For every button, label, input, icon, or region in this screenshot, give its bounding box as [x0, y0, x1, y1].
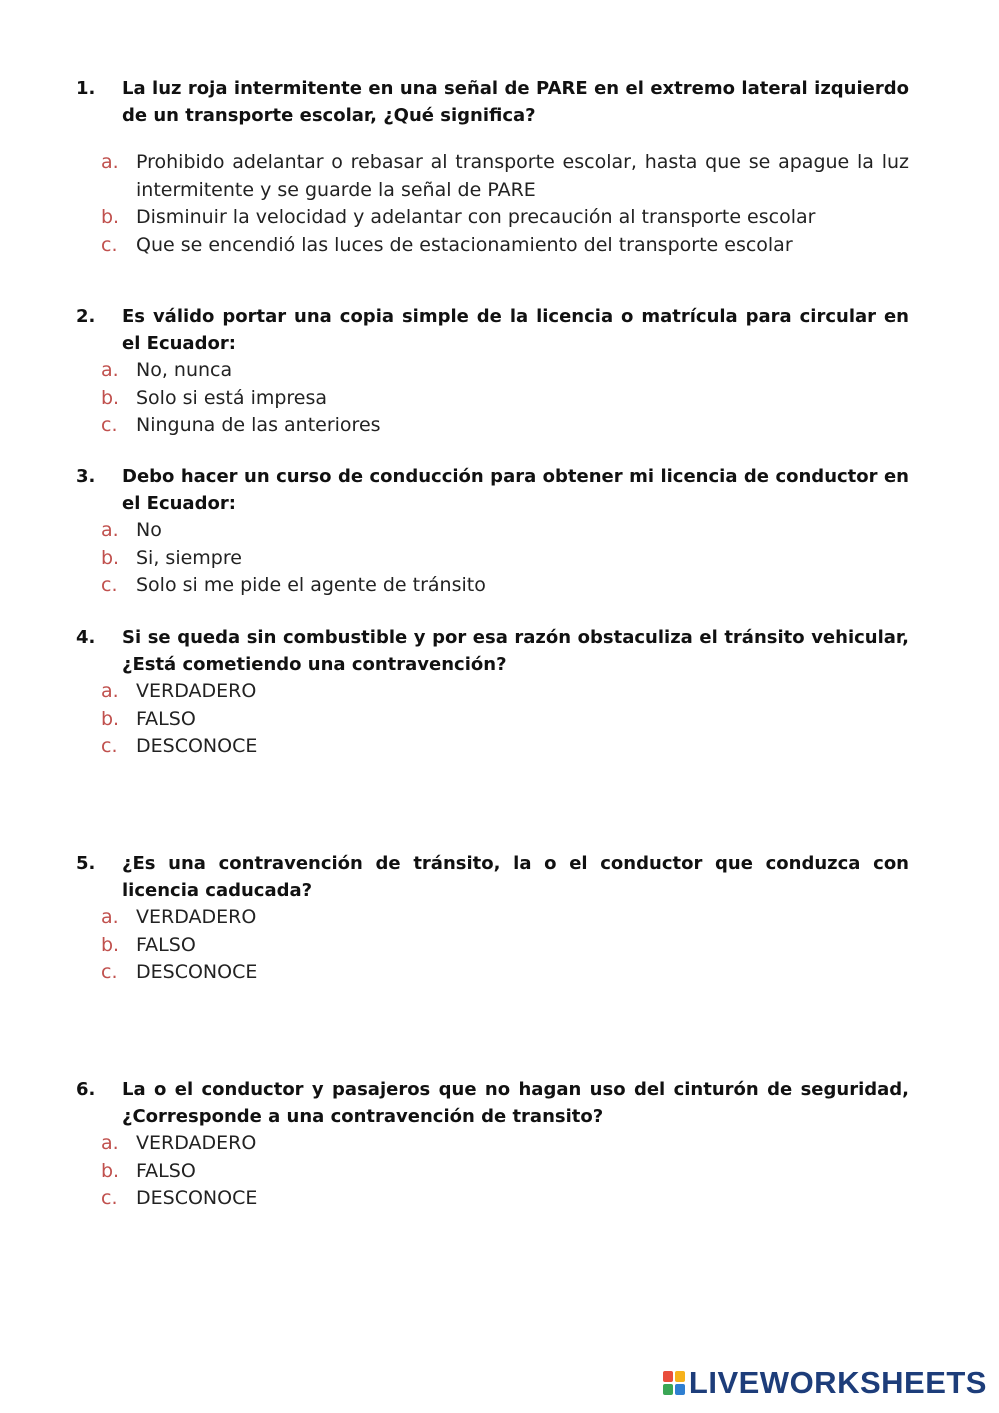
question-1	[76, 75, 909, 259]
option-text: Que se encendió las luces de estacionamiento del transporte escolar	[136, 233, 793, 256]
option-2c[interactable]	[76, 412, 909, 440]
option-letter: c.	[101, 735, 118, 757]
option-text: VERDADERO	[136, 1132, 257, 1154]
option-text: FALSO	[136, 1159, 196, 1182]
option-1c[interactable]	[76, 232, 909, 260]
option-letter: b.	[101, 1159, 120, 1182]
option-letter: c.	[101, 1187, 118, 1209]
option-1a[interactable]	[76, 149, 909, 204]
question-5-heading	[76, 850, 909, 904]
question-5	[76, 850, 909, 987]
question-3	[76, 463, 909, 600]
question-2	[76, 303, 909, 440]
question-2-heading	[76, 303, 909, 357]
option-3a[interactable]	[76, 517, 909, 545]
option-5b[interactable]	[76, 932, 909, 960]
option-text: Solo si me pide el agente de tránsito	[136, 574, 486, 596]
question-1-options	[76, 149, 909, 259]
question-6	[76, 1076, 909, 1213]
option-letter: a.	[101, 680, 119, 702]
option-text: DESCONOCE	[136, 735, 258, 757]
question-2-number: 2.	[76, 306, 96, 327]
option-5c[interactable]	[76, 959, 909, 987]
question-5-text: ¿Es una contravención de tránsito, la o el conductor que conduzca con licencia caducada?	[122, 853, 909, 901]
option-4a[interactable]	[76, 678, 909, 706]
option-2a[interactable]	[76, 357, 909, 385]
option-text: FALSO	[136, 933, 196, 956]
question-6-heading	[76, 1076, 909, 1130]
option-6a[interactable]	[76, 1130, 909, 1158]
question-5-number: 5.	[76, 853, 96, 874]
question-4-heading	[76, 624, 909, 678]
question-4-options	[76, 678, 909, 761]
option-text: DESCONOCE	[136, 1187, 258, 1209]
option-6b[interactable]	[76, 1158, 909, 1186]
question-1-number: 1.	[76, 78, 96, 99]
option-4b[interactable]	[76, 706, 909, 734]
question-4-number: 4.	[76, 627, 96, 648]
question-6-number: 6.	[76, 1079, 96, 1100]
liveworksheets-logo-icon	[663, 1371, 685, 1395]
option-letter: a.	[101, 906, 119, 928]
option-letter: b.	[101, 206, 120, 228]
brand-text: LIVEWORKSHEETS	[688, 1365, 987, 1400]
question-5-options	[76, 904, 909, 987]
option-text: VERDADERO	[136, 906, 257, 928]
option-letter: c.	[101, 414, 118, 436]
question-3-text: Debo hacer un curso de conducción para obtener mi licencia de conductor en el Ecuador:	[122, 466, 909, 514]
question-3-options	[76, 517, 909, 600]
liveworksheets-brand[interactable]	[663, 1365, 987, 1401]
question-6-options	[76, 1130, 909, 1213]
option-letter: a.	[101, 359, 119, 381]
option-letter: a.	[101, 151, 119, 173]
option-letter: b.	[101, 386, 120, 409]
question-1-heading	[76, 75, 909, 129]
option-letter: a.	[101, 519, 119, 541]
option-2b[interactable]	[76, 385, 909, 413]
option-letter: b.	[101, 546, 120, 569]
question-6-text: La o el conductor y pasajeros que no hagan uso del cinturón de seguridad, ¿Corresponde a una contravención de transito?	[122, 1079, 909, 1127]
option-1b[interactable]	[76, 204, 909, 232]
question-4-text: Si se queda sin combustible y por esa razón obstaculiza el tránsito vehicular, ¿Está cometiendo una contravención?	[122, 627, 909, 675]
question-2-options	[76, 357, 909, 440]
option-text: No	[136, 519, 162, 541]
option-text: FALSO	[136, 707, 196, 730]
question-3-number: 3.	[76, 466, 96, 487]
option-3b[interactable]	[76, 545, 909, 573]
option-text: DESCONOCE	[136, 961, 258, 983]
question-2-text: Es válido portar una copia simple de la licencia o matrícula para circular en el Ecuador:	[122, 306, 909, 354]
option-text: Disminuir la velocidad y adelantar con precaución al transporte escolar	[136, 206, 816, 228]
option-3c[interactable]	[76, 572, 909, 600]
option-letter: c.	[101, 233, 118, 256]
option-text: VERDADERO	[136, 680, 257, 702]
option-text: No, nunca	[136, 359, 233, 381]
option-letter: b.	[101, 933, 120, 956]
question-3-heading	[76, 463, 909, 517]
option-6c[interactable]	[76, 1185, 909, 1213]
question-1-text: La luz roja intermitente en una señal de PARE en el extremo lateral izquierdo de un transporte escolar, ¿Qué significa?	[122, 78, 909, 126]
question-4	[76, 624, 909, 761]
option-4c[interactable]	[76, 733, 909, 761]
option-text: Si, siempre	[136, 546, 242, 569]
option-letter: c.	[101, 574, 118, 596]
option-letter: c.	[101, 961, 118, 983]
option-letter: b.	[101, 707, 120, 730]
option-text: Prohibido adelantar o rebasar al transporte escolar, hasta que se apague la luz intermitente y se guarde la señal de PARE	[136, 151, 909, 201]
option-letter: a.	[101, 1132, 119, 1154]
option-text: Ninguna de las anteriores	[136, 414, 381, 436]
option-5a[interactable]	[76, 904, 909, 932]
option-text: Solo si está impresa	[136, 386, 328, 409]
